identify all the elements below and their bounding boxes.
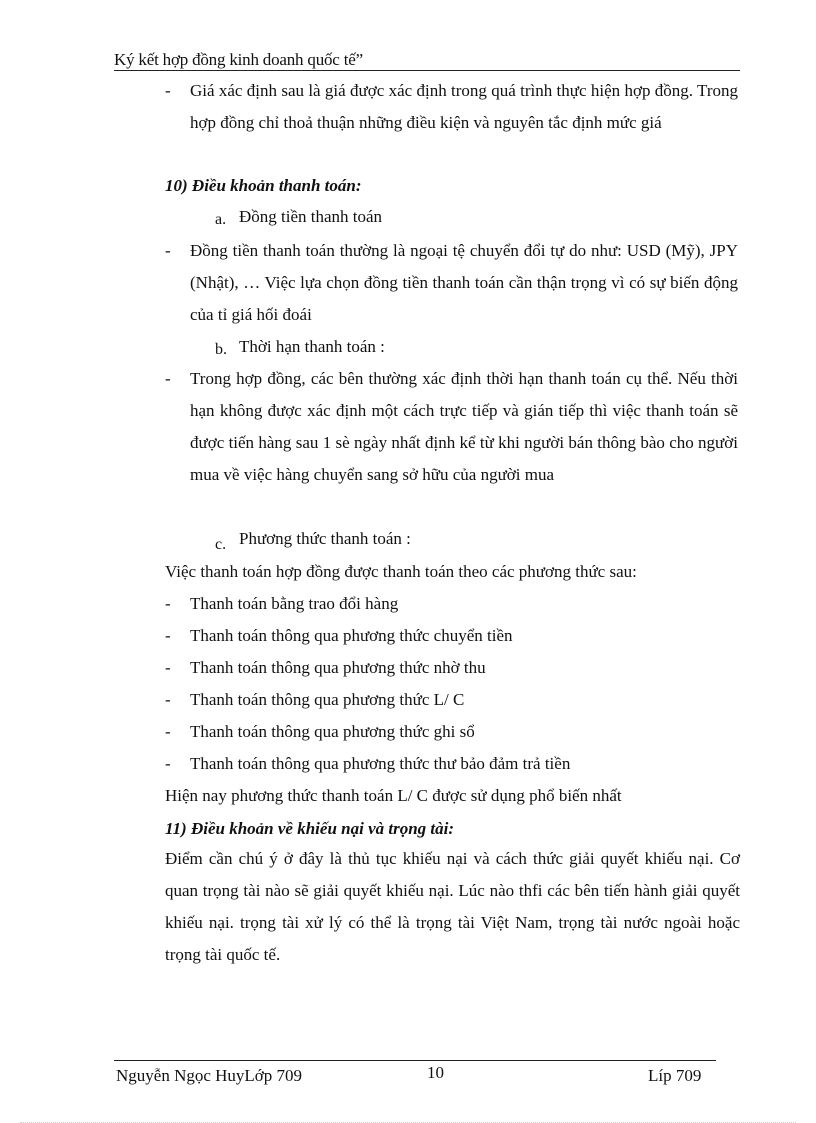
list-item: Thanh toán thông qua phương thức nhờ thu — [190, 658, 486, 677]
header-divider — [114, 70, 740, 71]
list-item: Thanh toán thông qua phương thức thư bảo đảm trả tiền — [190, 754, 571, 773]
list-item: Thanh toán thông qua phương thức chuyển tiền — [190, 626, 513, 645]
paragraph-currency: Đồng tiền thanh toán thường là ngoại tệ chuyển đổi tự do như: USD (Mỹ), JPY (Nhật), … Việc lựa chọn đồng tiền thanh toán cần thận trọng vì có sự biến động của tỉ giá hối đoái — [190, 241, 738, 324]
section-heading-complaints: 11) Điều khoản về khiếu nại và trọng tài: — [165, 819, 455, 838]
list-item: Thanh toán thông qua phương thức ghi sổ — [190, 722, 475, 741]
list-item: Thanh toán bằng trao đổi hàng — [190, 594, 399, 613]
bullet-dash: - — [165, 81, 171, 100]
bullet-dash: - — [165, 241, 171, 260]
subsection-letter-b: b. — [215, 341, 227, 358]
paragraph-complaints: Điểm cần chú ý ở đây là thủ tục khiếu nại và cách thức giải quyết khiếu nại. Cơ quan trọng tài nào sẽ giải quyết khiếu nại. Lúc nào thfi các bên tiến hành giải quyết khiếu nại. trọng tài xử lý có thể là trọng tài Việt Nam, trọng tài nước ngoài hoặc trọng tài quốc tế. — [165, 849, 740, 964]
bullet-dash: - — [165, 658, 171, 677]
subsection-currency-title: Đồng tiền thanh toán — [239, 207, 383, 226]
section-heading-payment-terms: 10) Điều khoản thanh toán: — [165, 176, 362, 195]
footer-divider — [114, 1060, 716, 1061]
list-item: Thanh toán thông qua phương thức L/ C — [190, 690, 465, 709]
bullet-dash: - — [165, 369, 171, 388]
page-number: 10 — [427, 1063, 444, 1082]
subsection-payment-term-title: Thời hạn thanh toán : — [239, 337, 385, 356]
bullet-dash: - — [165, 594, 171, 613]
page-header-title: Ký kết hợp đồng kinh doanh quốc tế” — [114, 50, 363, 69]
subsection-payment-method-title: Phương thức thanh toán : — [239, 529, 411, 548]
paragraph-payment-term: Trong hợp đồng, các bên thường xác định thời hạn thanh toán cụ thể. Nếu thời hạn không được xác định một cách trực tiếp và gián tiếp thì việc thanh toán sẽ được tiến hàng sau 1 sè ngày nhất định kể từ khi người bán thông bào cho người mua về việc hàng chuyển sang sở hữu của người mua — [190, 369, 738, 484]
footer-class: Líp 709 — [648, 1066, 702, 1085]
bullet-dash: - — [165, 626, 171, 645]
paragraph-price-definition: Giá xác định sau là giá được xác định trong quá trình thực hiện hợp đồng. Trong hợp đồng chỉ thoả thuận những điều kiện và nguyên tắc định mức giá — [190, 81, 738, 132]
paragraph-methods-summary: Hiện nay phương thức thanh toán L/ C được sử dụng phổ biến nhất — [165, 786, 622, 805]
bullet-dash: - — [165, 722, 171, 741]
subsection-letter-c: c. — [215, 536, 227, 553]
bullet-dash: - — [165, 690, 171, 709]
footer-author: Nguyễn Ngọc HuyLớp 709 — [116, 1066, 303, 1085]
bullet-dash: - — [165, 754, 171, 773]
subsection-letter-a: a. — [215, 211, 227, 228]
paragraph-methods-intro: Việc thanh toán hợp đồng được thanh toán theo các phương thức sau: — [165, 562, 637, 581]
